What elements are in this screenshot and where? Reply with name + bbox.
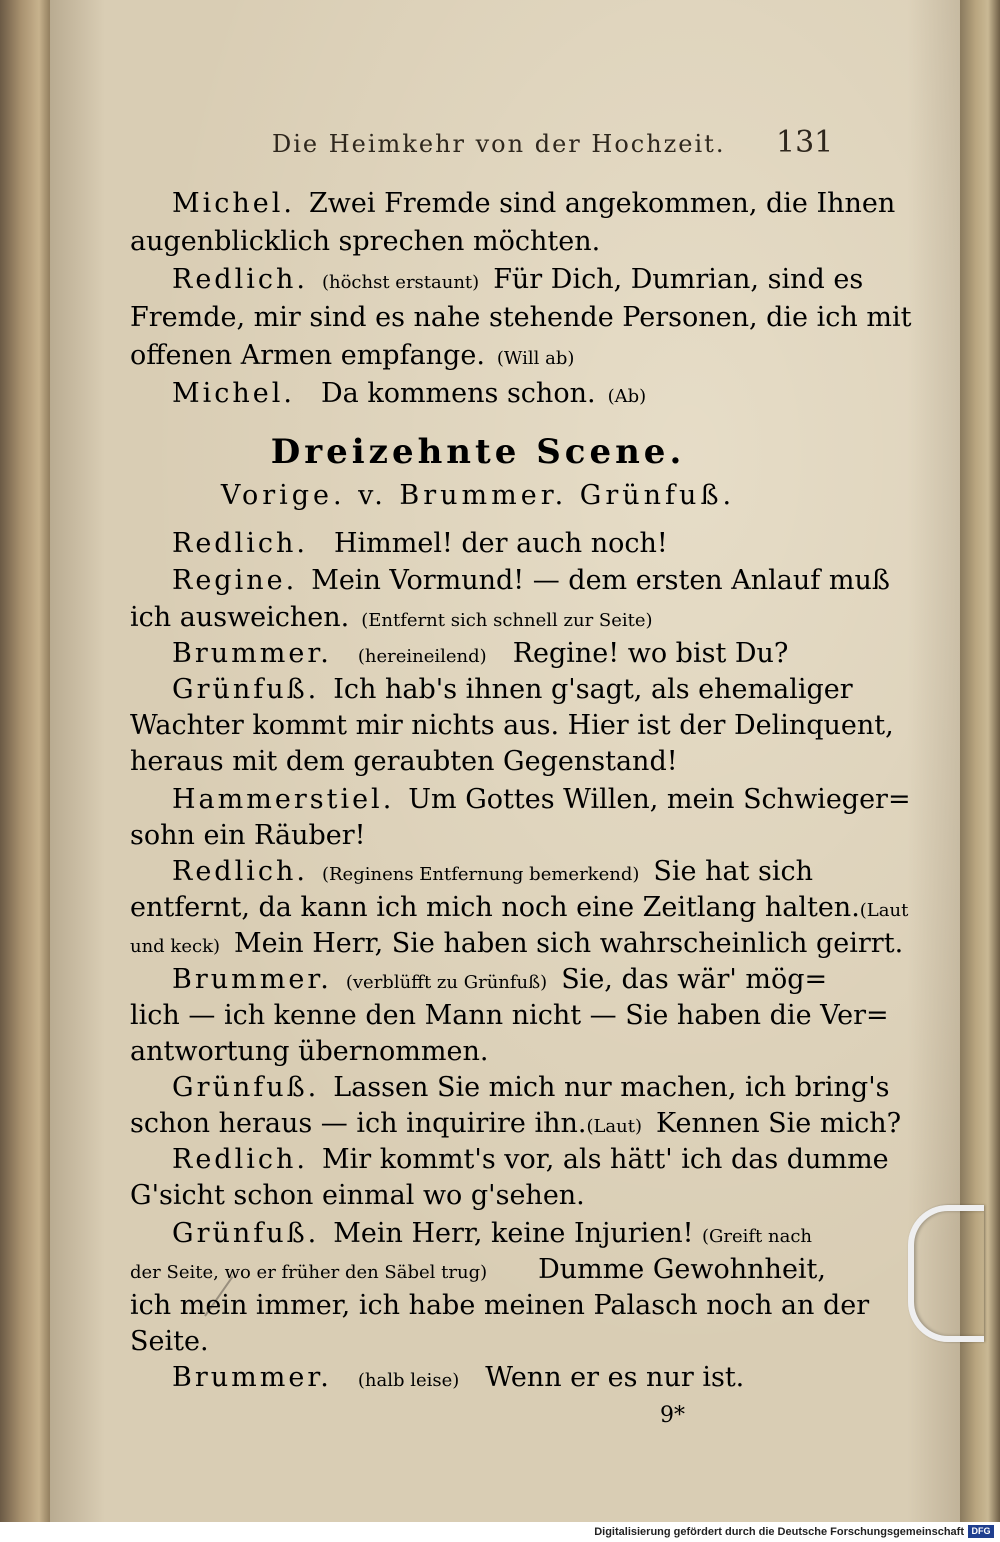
- line-text: Um Gottes Willen, mein Schwieger=: [408, 784, 911, 815]
- text-line: [130, 636, 826, 675]
- speaker-name: Redlich.: [172, 856, 308, 887]
- speaker-name: Grünfuß.: [172, 674, 320, 705]
- line-text: Ich hab's ihnen g'sagt, als ehemaliger: [333, 674, 853, 705]
- line-text: Mir kommt's vor, als hätt' ich das dumme: [321, 1144, 889, 1175]
- text-line: [130, 708, 894, 744]
- line-text: Da kommens schon.: [321, 378, 596, 409]
- text-line: [130, 926, 904, 965]
- scene-heading: Dreizehnte Scene.: [270, 432, 686, 472]
- line-text: ich mein immer, ich habe meinen Palasch noch an der: [130, 1290, 870, 1321]
- stage-direction: (Greift nach: [701, 1226, 812, 1247]
- line-text: Lassen Sie mich nur machen, ich bring's: [333, 1072, 890, 1103]
- line-text: Zwei Fremde sind angekommen, die Ihnen: [309, 188, 896, 219]
- text-line: [130, 1252, 826, 1291]
- text-line: [130, 376, 826, 415]
- line-text: antwortung übernommen.: [130, 1036, 489, 1067]
- line-text: Regine! wo bist Du?: [512, 638, 789, 669]
- stage-direction: (höchst erstaunt): [321, 272, 480, 293]
- speaker-name: Redlich.: [172, 264, 308, 295]
- funding-notice: Digitalisierung gefördert durch die Deutsche Forschungsgemeinschaft: [594, 1526, 964, 1538]
- line-text: Sie hat sich: [653, 856, 814, 887]
- stage-direction: (hereineilend): [357, 646, 487, 667]
- stage-direction: (verblüfft zu Grünfuß): [345, 972, 548, 993]
- speaker-name: Michel.: [172, 188, 295, 219]
- line-text: Sie, das wär' mög=: [561, 964, 828, 995]
- line-text: heraus mit dem geraubten Gegenstand!: [130, 746, 678, 777]
- text-line: [130, 998, 889, 1034]
- line-text: schon heraus — ich inquirire ihn.: [130, 1108, 587, 1139]
- text-line: [130, 563, 890, 599]
- signature-mark: 9*: [660, 1403, 685, 1428]
- page-number: 131: [776, 125, 834, 160]
- stage-direction: (Will ab): [496, 348, 575, 369]
- line-text: Mein Herr, keine Injurien!: [333, 1218, 694, 1249]
- stage-direction: (Laut: [859, 900, 909, 921]
- stage-direction: der Seite, wo er früher den Säbel trug): [130, 1262, 488, 1283]
- running-head: Die Heimkehr von der Hochzeit.: [272, 130, 726, 158]
- text-line: [130, 262, 864, 301]
- text-line: [130, 744, 826, 780]
- line-text: offenen Armen empfange.: [130, 340, 485, 371]
- text-line: [130, 1142, 889, 1178]
- text-line: [130, 1288, 870, 1324]
- line-text: Kennen Sie mich?: [656, 1108, 902, 1139]
- dfg-logo: DFG: [968, 1525, 994, 1538]
- speaker-name: Brummer.: [172, 1362, 332, 1393]
- line-text: Mein Vormund! — dem ersten Anlauf muß: [311, 565, 890, 596]
- line-text: Wenn er es nur ist.: [485, 1362, 745, 1393]
- line-text: ich ausweichen.: [130, 602, 350, 633]
- stage-direction: (Laut): [586, 1116, 643, 1137]
- text-line: [130, 962, 826, 1001]
- text-line: [130, 1324, 826, 1360]
- text-line: [130, 1216, 826, 1255]
- text-line: [130, 672, 853, 708]
- text-line: [130, 1178, 826, 1214]
- speaker-name: Grünfuß.: [172, 1218, 320, 1249]
- scene-persons: Vorige. v. Brummer. Grünfuß.: [220, 480, 736, 511]
- line-text: G'sicht schon einmal wo g'sehen.: [130, 1180, 585, 1211]
- text-line: [130, 1070, 890, 1106]
- speaker-name: Hammerstiel.: [172, 784, 395, 815]
- text-line: [130, 526, 826, 562]
- book-gutter-left: [0, 0, 52, 1542]
- speaker-name: Regine.: [172, 565, 298, 596]
- stage-direction: (Entfernt sich schnell zur Seite): [361, 610, 653, 631]
- page-clip: [908, 1205, 984, 1342]
- text-line: [130, 854, 826, 893]
- speaker-name: Brummer.: [172, 964, 332, 995]
- line-text: lich — ich kenne den Mann nicht — Sie haben die Ver=: [130, 1000, 889, 1031]
- speaker-name: Michel.: [172, 378, 295, 409]
- text-line: [130, 600, 826, 639]
- text-line: [130, 1034, 826, 1070]
- text-line: [130, 224, 826, 260]
- speaker-name: Redlich.: [172, 528, 308, 559]
- speaker-name: Grünfuß.: [172, 1072, 320, 1103]
- line-text: Wachter kommt mir nichts aus. Hier ist der Delinquent,: [130, 710, 894, 741]
- line-text: Für Dich, Dumrian, sind es: [493, 264, 864, 295]
- stage-direction: (Reginens Entfernung bemerkend): [321, 864, 640, 885]
- line-text: Himmel! der auch noch!: [333, 528, 668, 559]
- text-line: [130, 1360, 826, 1399]
- text-line: [130, 818, 826, 854]
- text-line: [130, 338, 826, 377]
- speaker-name: Brummer.: [172, 638, 332, 669]
- text-line: [130, 1106, 902, 1145]
- line-text: augenblicklich sprechen möchten.: [130, 226, 601, 257]
- line-text: Fremde, mir sind es nahe stehende Personen, die ich mit: [130, 302, 912, 333]
- text-line: [130, 890, 909, 929]
- stage-direction: und keck): [130, 936, 220, 957]
- line-text: entfernt, da kann ich mich noch eine Zeitlang halten.: [130, 892, 860, 923]
- line-text: sohn ein Räuber!: [130, 820, 366, 851]
- line-text: Seite.: [130, 1326, 209, 1357]
- line-text: Mein Herr, Sie haben sich wahrscheinlich geirrt.: [234, 928, 904, 959]
- stage-direction: (halb leise): [357, 1370, 460, 1391]
- stage-direction: (Ab): [607, 386, 647, 407]
- speaker-name: Redlich.: [172, 1144, 308, 1175]
- line-text: Dumme Gewohnheit,: [538, 1254, 826, 1285]
- text-line: [130, 186, 896, 222]
- text-line: [130, 782, 911, 818]
- text-line: [130, 300, 912, 336]
